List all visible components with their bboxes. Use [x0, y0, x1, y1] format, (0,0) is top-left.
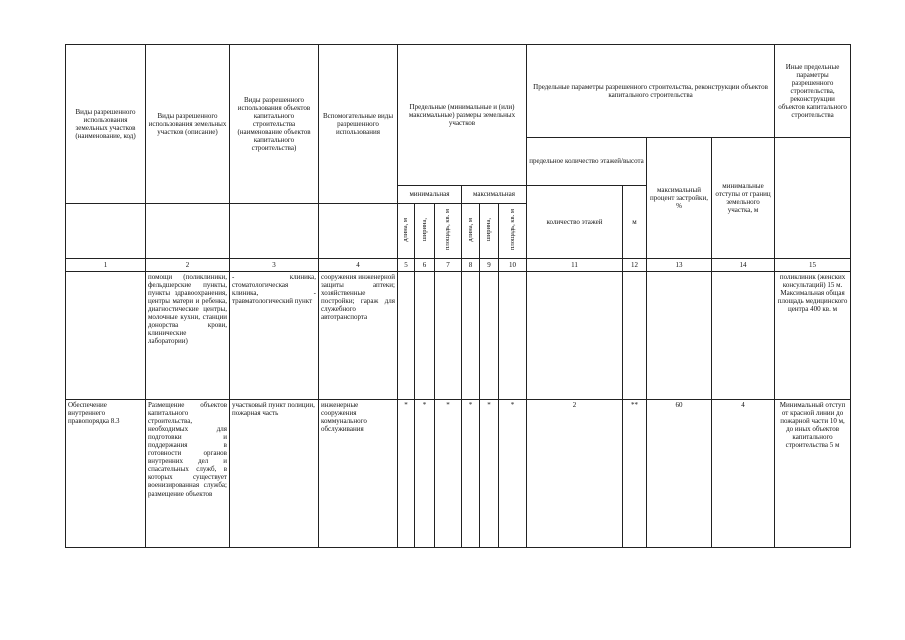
header-vspomogatelnye: Вспомогательные виды разрешенного использования — [319, 45, 398, 204]
row2-c15: Минимальный отступ от красной линии до пожарной части 10 м, до иных объектов капитального строительства 5 м — [775, 400, 851, 548]
header-dlina-max: длина, м — [466, 218, 474, 242]
col-num-6: 6 — [415, 259, 435, 272]
col-num-15: 15 — [775, 259, 851, 272]
zoning-regulations-table — [65, 44, 850, 547]
row2-c3: участковый пункт полиции, пожарная часть — [230, 400, 319, 548]
col-num-2: 2 — [146, 259, 230, 272]
header-minimalnaya: минимальная — [398, 186, 462, 204]
row1-c4: сооружения инженерной защиты аптеки; хозяйственные постройки; гараж для служебного автотранспорта — [319, 272, 398, 400]
row2-c2: Размещение объектов капитального строительства, необходимых для подготовки и поддержания в готовности органов внутренних дел и спасательных служб, в которых существует военизированная служба; размещение объектов — [146, 400, 230, 548]
row2-c13: 60 — [647, 400, 712, 548]
row2-c14: 4 — [712, 400, 775, 548]
col-num-7: 7 — [435, 259, 462, 272]
header-row4-c1-empty — [66, 204, 146, 259]
col-num-4: 4 — [319, 259, 398, 272]
col-num-8: 8 — [462, 259, 480, 272]
row1-c11 — [527, 272, 623, 400]
header-kol-etazhei: количество этажей — [527, 186, 623, 259]
row1-c6 — [415, 272, 435, 400]
row1-c7 — [435, 272, 462, 400]
header-dlina-min: длина, м — [402, 218, 410, 242]
col-num-5: 5 — [398, 259, 415, 272]
row1-c14 — [712, 272, 775, 400]
row2-c6: * — [415, 400, 435, 548]
col-num-10: 10 — [499, 259, 527, 272]
col-num-11: 11 — [527, 259, 623, 272]
header-razmery: Предельные (минимальные и (или) максимальные) размеры земельных участков — [398, 45, 527, 186]
header-otstupy: минимальные отступы от границ земельного участка, м — [712, 138, 775, 259]
row2-c7: * — [435, 400, 462, 548]
row1-c13 — [647, 272, 712, 400]
row2-c11: 2 — [527, 400, 623, 548]
row2-c10: * — [499, 400, 527, 548]
column-numbers-row — [66, 259, 851, 272]
header-inye: Иные предельные параметры разрешенного строительства, реконструкции объектов капитального строительства — [775, 45, 851, 138]
row1-c2: помощи (поликлиники, фельдшерские пункты, пункты здравоохранения, центры матери и ребенка, диагностические центры, молочные кухни, станции донорства крови, клинические лаборатории) — [146, 272, 230, 400]
row1-c10 — [499, 272, 527, 400]
header-shirina-min: ширина, — [420, 218, 428, 242]
row1-c1 — [66, 272, 146, 400]
header-vid-oks: Виды разрешенного использования объектов капитального строительства (наименование объектов капитального строительства) — [230, 45, 319, 204]
header-row-1 — [66, 45, 851, 138]
row2-c4: инженерные сооружения коммунального обслуживания — [319, 400, 398, 548]
table-row — [66, 272, 851, 400]
col-num-13: 13 — [647, 259, 712, 272]
row2-c8: * — [462, 400, 480, 548]
header-shirina-max: ширина, — [485, 218, 493, 242]
row2-c9: * — [480, 400, 499, 548]
row2-c12: ** — [623, 400, 647, 548]
header-ploshchad-max: площадь, кв. м — [508, 209, 516, 251]
row1-c3: - клиника, стоматологическая клиника, - травматологический пункт — [230, 272, 319, 400]
header-inye-empty — [775, 138, 851, 259]
row2-c5: * — [398, 400, 415, 548]
row1-c8 — [462, 272, 480, 400]
row1-c9 — [480, 272, 499, 400]
header-parametry: Предельные параметры разрешенного строительства, реконструкции объектов капитального строительства — [527, 45, 775, 138]
header-row4-c3-empty — [230, 204, 319, 259]
col-num-3: 3 — [230, 259, 319, 272]
row2-c1: Обеспечение внутреннего правопорядка 8.3 — [66, 400, 146, 548]
header-etazhnost: предельное количество этажей/высота — [527, 138, 647, 186]
header-ploshchad-min: площадь, кв. м — [444, 209, 452, 251]
header-vid-uchastkov: Виды разрешенного использования земельных участков (наименование, код) — [66, 45, 146, 204]
row1-c12 — [623, 272, 647, 400]
header-row4-c4-empty — [319, 204, 398, 259]
header-maksimalnaya: максимальная — [462, 186, 527, 204]
col-num-9: 9 — [480, 259, 499, 272]
col-num-1: 1 — [66, 259, 146, 272]
row1-c15: поликлиник (женских консультаций) 15 м. Максимальная общая площадь медицинского центра 400 кв. м — [775, 272, 851, 400]
col-num-12: 12 — [623, 259, 647, 272]
header-procent: максимальный процент застройки, % — [647, 138, 712, 259]
header-row4-c2-empty — [146, 204, 230, 259]
table — [65, 44, 851, 548]
row1-c5 — [398, 272, 415, 400]
header-m: м — [623, 186, 647, 259]
col-num-14: 14 — [712, 259, 775, 272]
header-vid-opisanie: Виды разрешенного использования земельных участков (описание) — [146, 45, 230, 204]
table-row — [66, 400, 851, 548]
